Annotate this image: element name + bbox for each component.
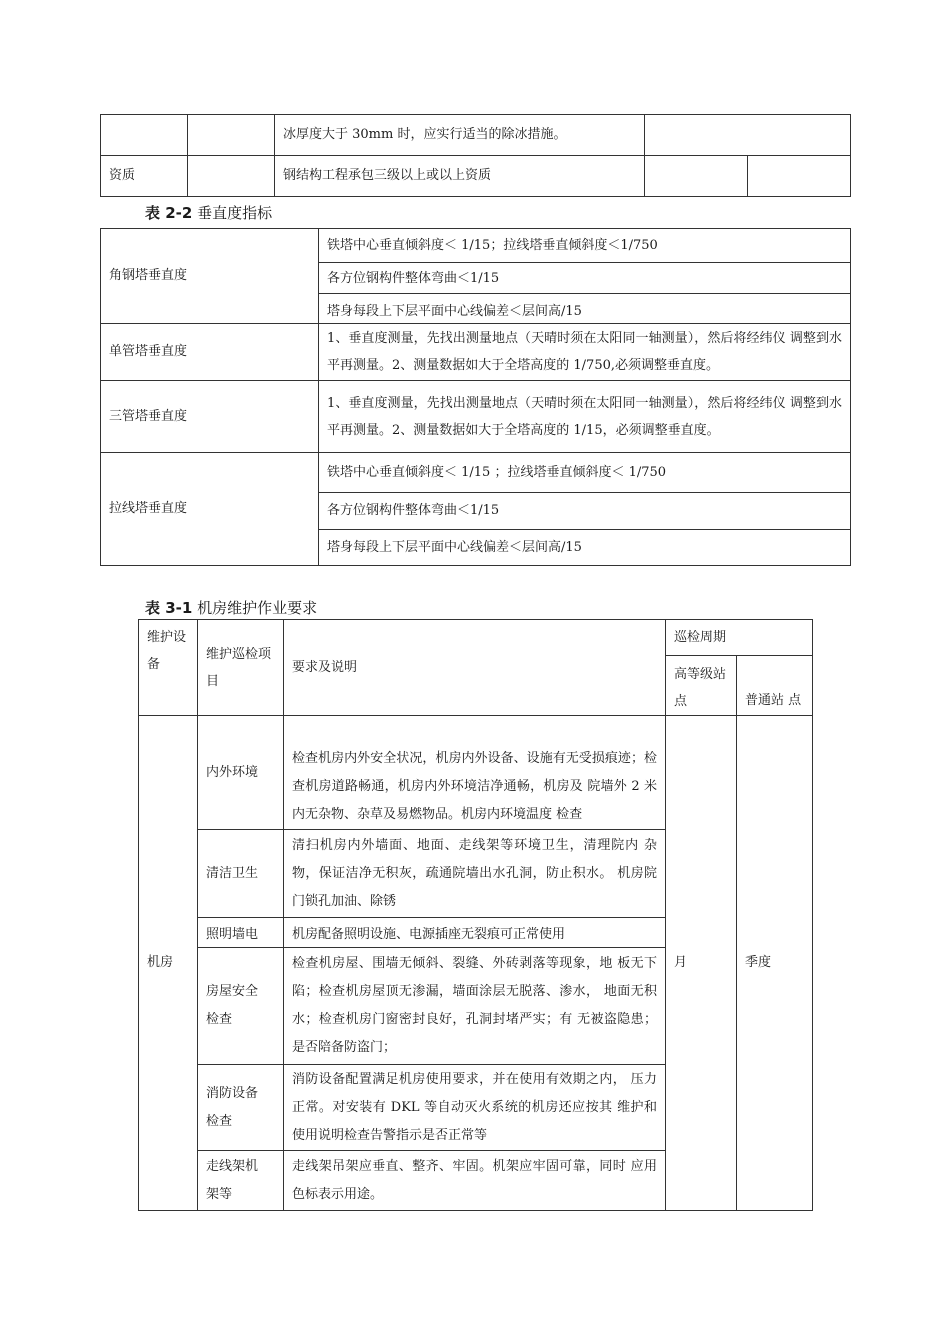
table-row: [101, 229, 851, 263]
item-text: 机房配备照明设施、电源插座无裂痕可正常使用: [284, 918, 666, 948]
table-row: [139, 716, 813, 830]
header-cycle: 巡检周期: [666, 620, 813, 656]
caption-text: 垂直度指标: [197, 204, 273, 222]
cycle-high: 月: [666, 716, 737, 1211]
header-item: 维护巡检项目: [198, 620, 284, 716]
table-top: [100, 114, 851, 197]
item-name: 照明墙电: [198, 918, 284, 948]
cell: [188, 115, 275, 156]
cell: 各方位钢构件整体弯曲＜1/15: [319, 493, 851, 530]
header-high-level-site: 高等级站点: [666, 656, 737, 716]
item-text: 走线架吊架应垂直、整齐、牢固。机架应牢固可靠，同时 应用色标表示用途。: [284, 1151, 666, 1211]
cell: 钢结构工程承包三级以上或以上资质: [275, 156, 645, 197]
table-row: [101, 381, 851, 453]
item-name: 走线架机 架等: [198, 1151, 284, 1211]
item-text: 检查机房屋、围墙无倾斜、裂缝、外砖剥落等现象，地 板无下陷；检查机房屋顶无渗漏，墙面涂层无脱落、渗水， 地面无积水；检查机房门窗密封良好，孔洞封堵严实；有 无被盗隐患；是否陪备防盗门；: [284, 948, 666, 1065]
cell: [101, 115, 188, 156]
table-header-row: [139, 620, 813, 656]
device-cell: 机房: [139, 716, 198, 1211]
item-text: 消防设备配置满足机房使用要求，并在使用有效期之内， 压力正常。对安装有 DKL 等自动灭火系统的机房还应按其 维护和使用说明检查告警指示是否正常等: [284, 1065, 666, 1151]
caption-table-3-1: [145, 597, 317, 618]
caption-table-2-2: [145, 202, 272, 223]
row-label: 单管塔垂直度: [101, 324, 319, 381]
caption-number: 表 3-1: [145, 599, 193, 617]
item-name: 清洁卫生: [198, 830, 284, 918]
header-device: 维护设备: [139, 620, 198, 716]
cell: 各方位钢构件整体弯曲＜1/15: [319, 263, 851, 294]
item-name: 内外环境: [198, 716, 284, 830]
table-3-1: [138, 619, 813, 1211]
row-label: 三管塔垂直度: [101, 381, 319, 453]
table-row: [101, 156, 851, 197]
cell: [645, 115, 851, 156]
cell: 铁塔中心垂直倾斜度＜ 1/15 ；拉线塔垂直倾斜度＜ 1/750: [319, 453, 851, 493]
cell: 1、垂直度测量，先找出测量地点（天晴时须在太阳同一轴测量），然后将经纬仪 调整到水平再测量。2、测量数据如大于全塔高度的 1/750,必须调整垂直度。: [319, 324, 851, 381]
cell: 冰厚度大于 30mm 时，应实行适当的除冰措施。: [275, 115, 645, 156]
caption-text: 机房维护作业要求: [197, 599, 318, 617]
row-label: 角钢塔垂直度: [101, 229, 319, 324]
cell: 铁塔中心垂直倾斜度＜ 1/15；拉线塔垂直倾斜度＜1/750: [319, 229, 851, 263]
cell-qualification-label: 资质: [101, 156, 188, 197]
cycle-normal: 季度: [737, 716, 813, 1211]
row-label: 拉线塔垂直度: [101, 453, 319, 566]
cell: 1、垂直度测量，先找出测量地点（天晴时须在太阳同一轴测量），然后将经纬仪 调整到水平再测量。2、测量数据如大于全塔高度的 1/15，必须调整垂直度。: [319, 381, 851, 453]
table-2-2: [100, 228, 851, 566]
header-requirement: 要求及说明: [284, 620, 666, 716]
table-row: [101, 453, 851, 493]
item-name: 房屋安全 检查: [198, 948, 284, 1065]
item-name: 消防设备 检查: [198, 1065, 284, 1151]
header-normal-site: 普通站 点: [737, 656, 813, 716]
caption-number: 表 2-2: [145, 204, 193, 222]
cell: [645, 156, 748, 197]
table-row: [101, 324, 851, 381]
table-row: [101, 115, 851, 156]
cell: 塔身每段上下层平面中心线偏差＜层间高/15: [319, 294, 851, 324]
cell: 塔身每段上下层平面中心线偏差＜层间高/15: [319, 530, 851, 566]
item-text: 清扫机房内外墙面、地面、走线架等环境卫生，清理院内 杂物，保证洁净无积灰，疏通院墙出水孔洞，防止积水。 机房院门锁孔加油、除锈: [284, 830, 666, 918]
item-text: 检查机房内外安全状况，机房内外设备、设施有无受损痕迹；检查机房道路畅通，机房内外环境洁净通畅，机房及 院墙外 2 米内无杂物、杂草及易燃物品。机房内环境温度 检查: [284, 716, 666, 830]
cell: [748, 156, 851, 197]
cell: [188, 156, 275, 197]
